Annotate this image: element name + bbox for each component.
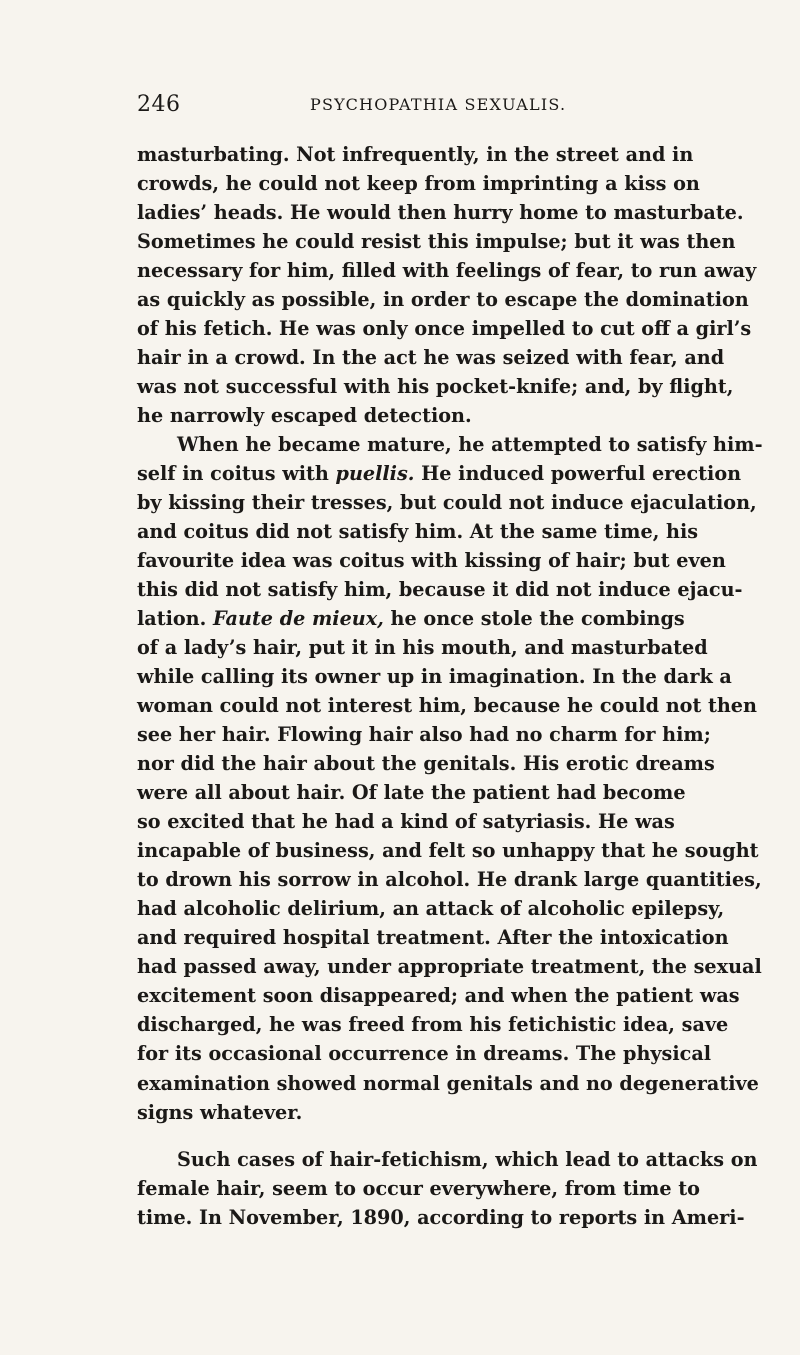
- text-line: crowds, he could not keep from imprinting a kiss on: [137, 172, 700, 196]
- text-run: He induced powerful erection: [414, 462, 742, 486]
- text-line: of his fetich. He was only once impelled to cut off a girl’s: [137, 317, 752, 341]
- text-line: Such cases of hair-fetichism, which lead to attacks on: [177, 1147, 758, 1171]
- text-line: incapable of business, and felt so unhappy that he sought: [137, 839, 759, 863]
- italic-phrase: Faute de mieux,: [212, 607, 384, 631]
- text-line: time. In November, 1890, according to reports in Ameri-: [137, 1205, 745, 1229]
- page-number: 246: [137, 92, 181, 117]
- paragraph-3: [137, 1145, 758, 1232]
- text-line: while calling its owner up in imagination. In the dark a: [137, 665, 732, 689]
- text-line: had alcoholic delirium, an attack of alcoholic epilepsy,: [137, 897, 725, 921]
- text-line: this did not satisfy him, because it did not induce ejacu-: [137, 578, 743, 602]
- text-line: necessary for him, filled with feelings of fear, to run away: [137, 259, 757, 283]
- text-line: to drown his sorrow in alcohol. He drank large quantities,: [137, 868, 762, 892]
- text-line: favourite idea was coitus with kissing of hair; but even: [137, 549, 726, 573]
- page-header: [137, 92, 657, 122]
- text-line: excitement soon disappeared; and when the patient was: [137, 984, 740, 1008]
- text-line: of a lady’s hair, put it in his mouth, and masturbated: [137, 636, 708, 660]
- text-run: self in coitus with: [137, 462, 336, 486]
- text-line: so excited that he had a kind of satyriasis. He was: [137, 810, 675, 834]
- text-line: nor did the hair about the genitals. His erotic dreams: [137, 752, 715, 776]
- text-line: ladies’ heads. He would then hurry home to masturbate.: [137, 201, 744, 225]
- text-line: see her hair. Flowing hair also had no charm for him;: [137, 723, 711, 747]
- text-line: hair in a crowd. In the act he was seized with fear, and: [137, 346, 725, 370]
- text-line: examination showed normal genitals and no degenerative: [137, 1071, 759, 1095]
- text-line: by kissing their tresses, but could not induce ejaculation,: [137, 491, 757, 515]
- text-run: he once stole the combings: [383, 607, 685, 631]
- paragraph-1: [137, 140, 757, 430]
- text-line: [137, 459, 742, 488]
- body-text: [137, 140, 763, 1232]
- text-line: signs whatever.: [137, 1100, 303, 1124]
- paragraph-2: [137, 430, 763, 1126]
- text-line: as quickly as possible, in order to escape the domination: [137, 288, 749, 312]
- text-line: masturbating. Not infrequently, in the street and in: [137, 143, 694, 166]
- text-line: Sometimes he could resist this impulse; but it was then: [137, 230, 736, 254]
- running-title: PSYCHOPATHIA SEXUALIS.: [310, 95, 567, 114]
- text-line: discharged, he was freed from his fetichistic idea, save: [137, 1013, 729, 1037]
- text-line: and coitus did not satisfy him. At the same time, his: [137, 520, 699, 544]
- text-line: was not successful with his pocket-knife; and, by flight,: [137, 375, 734, 399]
- text-line: were all about hair. Of late the patient had become: [137, 781, 686, 805]
- text-run: lation.: [137, 607, 213, 631]
- text-line: When he became mature, he attempted to satisfy him-: [177, 433, 763, 457]
- paragraph-gap: [137, 1127, 656, 1145]
- text-line: and required hospital treatment. After the intoxication: [137, 926, 729, 950]
- text-line: had passed away, under appropriate treatment, the sexual: [137, 955, 762, 979]
- text-line: female hair, seem to occur everywhere, from time to: [137, 1176, 700, 1200]
- text-line: woman could not interest him, because he could not then: [137, 694, 757, 718]
- text-line: for its occasional occurrence in dreams. The physical: [137, 1042, 712, 1066]
- text-line: [137, 604, 685, 633]
- text-line: he narrowly escaped detection.: [137, 404, 472, 428]
- italic-phrase: puellis.: [335, 462, 415, 486]
